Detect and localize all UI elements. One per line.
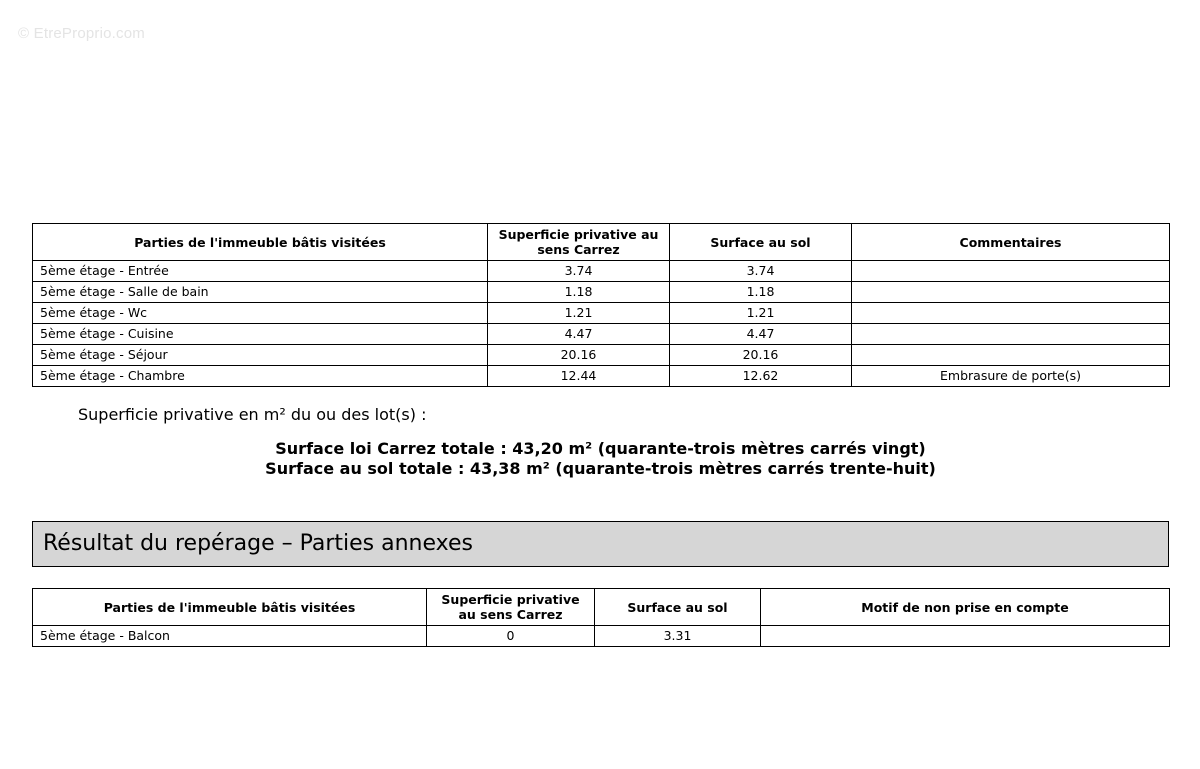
cell-comment: [852, 324, 1170, 345]
table-row: [33, 282, 1170, 303]
total-sol: Surface au sol totale : 43,38 m² (quarante-trois mètres carrés trente-huit): [265, 459, 936, 478]
cell-part: 5ème étage - Chambre: [33, 366, 488, 387]
annex-section-header: [32, 521, 1169, 567]
table-header-row: [33, 224, 1170, 261]
cell-part: 5ème étage - Balcon: [33, 626, 427, 647]
cell-sol: 4.47: [670, 324, 852, 345]
cell-comment: [852, 303, 1170, 324]
table-row: [33, 324, 1170, 345]
cell-part: 5ème étage - Salle de bain: [33, 282, 488, 303]
table-row: [33, 626, 1170, 647]
table-row: [33, 261, 1170, 282]
header-carrez: Superficie privative au sens Carrez: [427, 589, 595, 626]
cell-part: 5ème étage - Séjour: [33, 345, 488, 366]
cell-part: 5ème étage - Wc: [33, 303, 488, 324]
cell-carrez: 1.18: [488, 282, 670, 303]
annex-section-title: Résultat du repérage – Parties annexes: [43, 531, 473, 556]
cell-comment: Embrasure de porte(s): [852, 366, 1170, 387]
cell-carrez: 1.21: [488, 303, 670, 324]
cell-comment: [852, 345, 1170, 366]
cell-carrez: 4.47: [488, 324, 670, 345]
header-parties: Parties de l'immeuble bâtis visitées: [33, 224, 488, 261]
cell-sol: 1.18: [670, 282, 852, 303]
table-row: [33, 366, 1170, 387]
cell-comment: [852, 261, 1170, 282]
header-sol: Surface au sol: [595, 589, 761, 626]
header-sol: Surface au sol: [670, 224, 852, 261]
annex-surface-table: [32, 588, 1170, 647]
table-row: [33, 303, 1170, 324]
main-surface-table: [32, 223, 1170, 387]
header-carrez: Superficie privative au sens Carrez: [488, 224, 670, 261]
cell-carrez: 3.74: [488, 261, 670, 282]
cell-sol: 20.16: [670, 345, 852, 366]
header-commentaires: Commentaires: [852, 224, 1170, 261]
cell-sol: 3.31: [595, 626, 761, 647]
cell-motif: [761, 626, 1170, 647]
table-row: [33, 345, 1170, 366]
cell-carrez: 12.44: [488, 366, 670, 387]
cell-sol: 12.62: [670, 366, 852, 387]
cell-part: 5ème étage - Entrée: [33, 261, 488, 282]
total-carrez: Surface loi Carrez totale : 43,20 m² (quarante-trois mètres carrés vingt): [275, 439, 926, 458]
cell-sol: 3.74: [670, 261, 852, 282]
cell-carrez: 20.16: [488, 345, 670, 366]
header-motif: Motif de non prise en compte: [761, 589, 1170, 626]
header-parties: Parties de l'immeuble bâtis visitées: [33, 589, 427, 626]
cell-carrez: 0: [427, 626, 595, 647]
cell-comment: [852, 282, 1170, 303]
totals-block: [32, 439, 1169, 479]
summary-label: Superficie privative en m² du ou des lot(s) :: [78, 405, 427, 424]
table-header-row: [33, 589, 1170, 626]
cell-sol: 1.21: [670, 303, 852, 324]
cell-part: 5ème étage - Cuisine: [33, 324, 488, 345]
watermark: © EtreProprio.com: [18, 25, 145, 42]
